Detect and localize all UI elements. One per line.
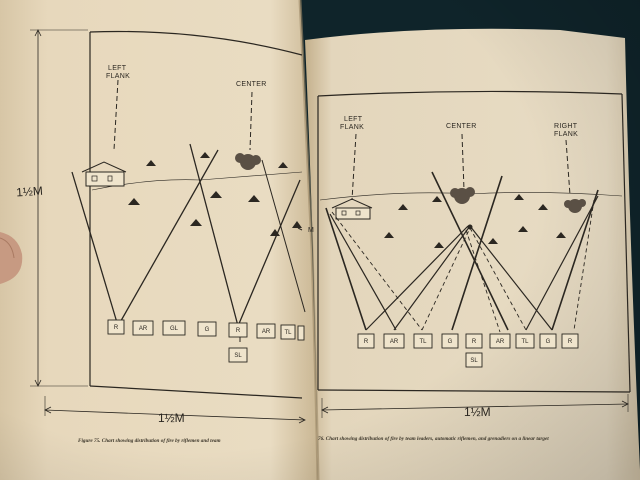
svg-text:SL: SL bbox=[470, 358, 478, 364]
right-edge-mark: M bbox=[308, 227, 315, 234]
svg-text:G: G bbox=[447, 339, 453, 345]
svg-text:R: R bbox=[363, 339, 369, 345]
svg-text:G: G bbox=[204, 327, 210, 333]
right-position-box bbox=[490, 334, 510, 348]
svg-text:AR: AR bbox=[389, 339, 399, 345]
svg-text:SL: SL bbox=[234, 353, 242, 359]
left-position-box bbox=[108, 320, 124, 334]
vertical-range-label: 1½M bbox=[15, 183, 44, 200]
svg-text:TL: TL bbox=[521, 339, 529, 345]
right-position-box bbox=[358, 334, 374, 348]
right-flank-label-line2: FLANK bbox=[554, 131, 579, 138]
right-position-box bbox=[562, 334, 578, 348]
svg-text:G: G bbox=[545, 339, 551, 345]
right-horizontal-range-label: 1½M bbox=[464, 405, 491, 419]
left-flank-label-line1: LEFT bbox=[108, 65, 127, 72]
left-position-box bbox=[281, 325, 295, 339]
left-position-box bbox=[198, 322, 216, 336]
right-position-box bbox=[414, 334, 432, 348]
right-position-box bbox=[516, 334, 534, 348]
svg-text:AR: AR bbox=[495, 339, 505, 345]
right-left-flank-label-line2: FLANK bbox=[340, 124, 365, 131]
left-figure-caption: Figure 75. Chart showing distribution of fire by riflemen and team bbox=[78, 438, 221, 444]
right-position-box bbox=[384, 334, 404, 348]
right-left-flank-label-line1: LEFT bbox=[344, 116, 363, 123]
right-figure-caption: 76. Chart showing distribution of fire by team leaders, automatic riflemen, and grenadiers on a linear target bbox=[318, 436, 549, 442]
svg-text:R: R bbox=[471, 339, 477, 345]
left-position-box bbox=[133, 321, 153, 335]
left-flank-label-line2: FLANK bbox=[106, 73, 131, 80]
right-position-box-sl bbox=[466, 353, 482, 367]
left-position-box bbox=[298, 326, 304, 340]
right-position-box bbox=[466, 334, 482, 348]
svg-text:TL: TL bbox=[284, 330, 292, 336]
right-position-box bbox=[442, 334, 458, 348]
right-flank-label-line1: RIGHT bbox=[554, 123, 578, 130]
svg-text:R: R bbox=[567, 339, 573, 345]
svg-text:GL: GL bbox=[169, 326, 179, 332]
svg-text:R: R bbox=[235, 328, 241, 334]
left-position-box bbox=[163, 321, 185, 335]
left-position-box-sl bbox=[229, 348, 247, 362]
left-position-box bbox=[257, 324, 275, 338]
svg-text:AR: AR bbox=[138, 326, 148, 332]
right-position-box bbox=[540, 334, 556, 348]
right-center-label: CENTER bbox=[446, 123, 477, 130]
center-label: CENTER bbox=[236, 81, 267, 88]
svg-text:TL: TL bbox=[419, 339, 427, 345]
svg-text:AR: AR bbox=[261, 329, 271, 335]
left-position-box bbox=[229, 323, 247, 337]
svg-text:R: R bbox=[113, 325, 119, 331]
left-horizontal-range-label: 1½M bbox=[158, 411, 185, 425]
